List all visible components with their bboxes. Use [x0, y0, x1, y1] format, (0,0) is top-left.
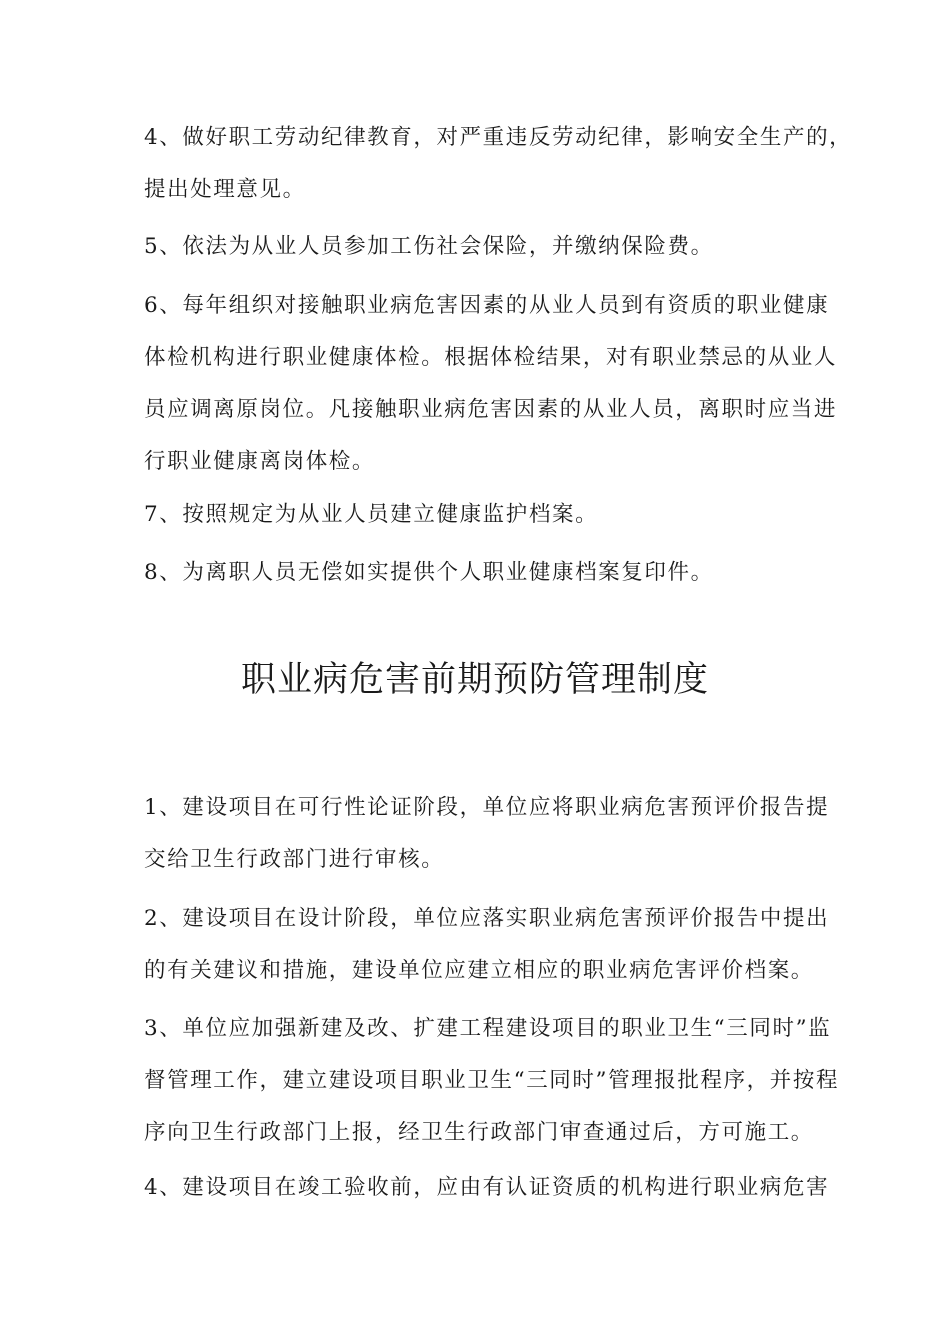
paragraph-line: 8、为离职人员无偿如实提供个人职业健康档案复印件。	[144, 560, 714, 585]
paragraph-item-3	[144, 1003, 840, 1159]
paragraph-line: 4、做好职工劳动纪律教育，对严重违反劳动纪律，影响安全生产的，	[144, 125, 853, 150]
paragraph-line: 3、单位应加强新建及改、扩建工程建设项目的职业卫生“三同时”监	[144, 1016, 832, 1041]
paragraph-item-4b	[144, 1162, 830, 1214]
paragraph-line: 交给卫生行政部门进行审核。	[144, 847, 445, 872]
paragraph-line: 提出处理意见。	[144, 177, 306, 202]
paragraph-item-7	[144, 489, 816, 541]
paragraph-item-5	[144, 221, 816, 273]
paragraph-line: 1、建设项目在可行性论证阶段，单位应将职业病危害预评价报告提	[144, 795, 830, 820]
paragraph-line: 序向卫生行政部门上报，经卫生行政部门审查通过后，方可施工。	[144, 1120, 814, 1145]
paragraph-line: 员应调离原岗位。凡接触职业病危害因素的从业人员，离职时应当进	[144, 397, 838, 422]
paragraph-line: 体检机构进行职业健康体检。根据体检结果，对有职业禁忌的从业人	[144, 345, 838, 370]
paragraph-line: 7、按照规定为从业人员建立健康监护档案。	[144, 502, 599, 527]
paragraph-line: 的有关建议和措施，建设单位应建立相应的职业病危害评价档案。	[144, 958, 814, 983]
paragraph-line: 4、建设项目在竣工验收前，应由有认证资质的机构进行职业病危害	[144, 1175, 830, 1200]
paragraph-line: 5、依法为从业人员参加工伤社会保险，并缴纳保险费。	[144, 234, 714, 259]
paragraph-line: 6、每年组织对接触职业病危害因素的从业人员到有资质的职业健康	[144, 293, 830, 318]
paragraph-line: 行职业健康离岗体检。	[144, 449, 376, 474]
paragraph-item-8	[144, 547, 816, 599]
paragraph-line: 2、建设项目在设计阶段，单位应落实职业病危害预评价报告中提出	[144, 906, 830, 931]
paragraph-item-1	[144, 782, 830, 886]
paragraph-item-4	[144, 112, 853, 216]
paragraph-item-6	[144, 280, 838, 488]
section-title: 职业病危害前期预防管理制度	[240, 660, 709, 700]
paragraph-line: 督管理工作，建立建设项目职业卫生“三同时”管理报批程序，并按程	[144, 1068, 840, 1093]
paragraph-item-2	[144, 893, 830, 997]
